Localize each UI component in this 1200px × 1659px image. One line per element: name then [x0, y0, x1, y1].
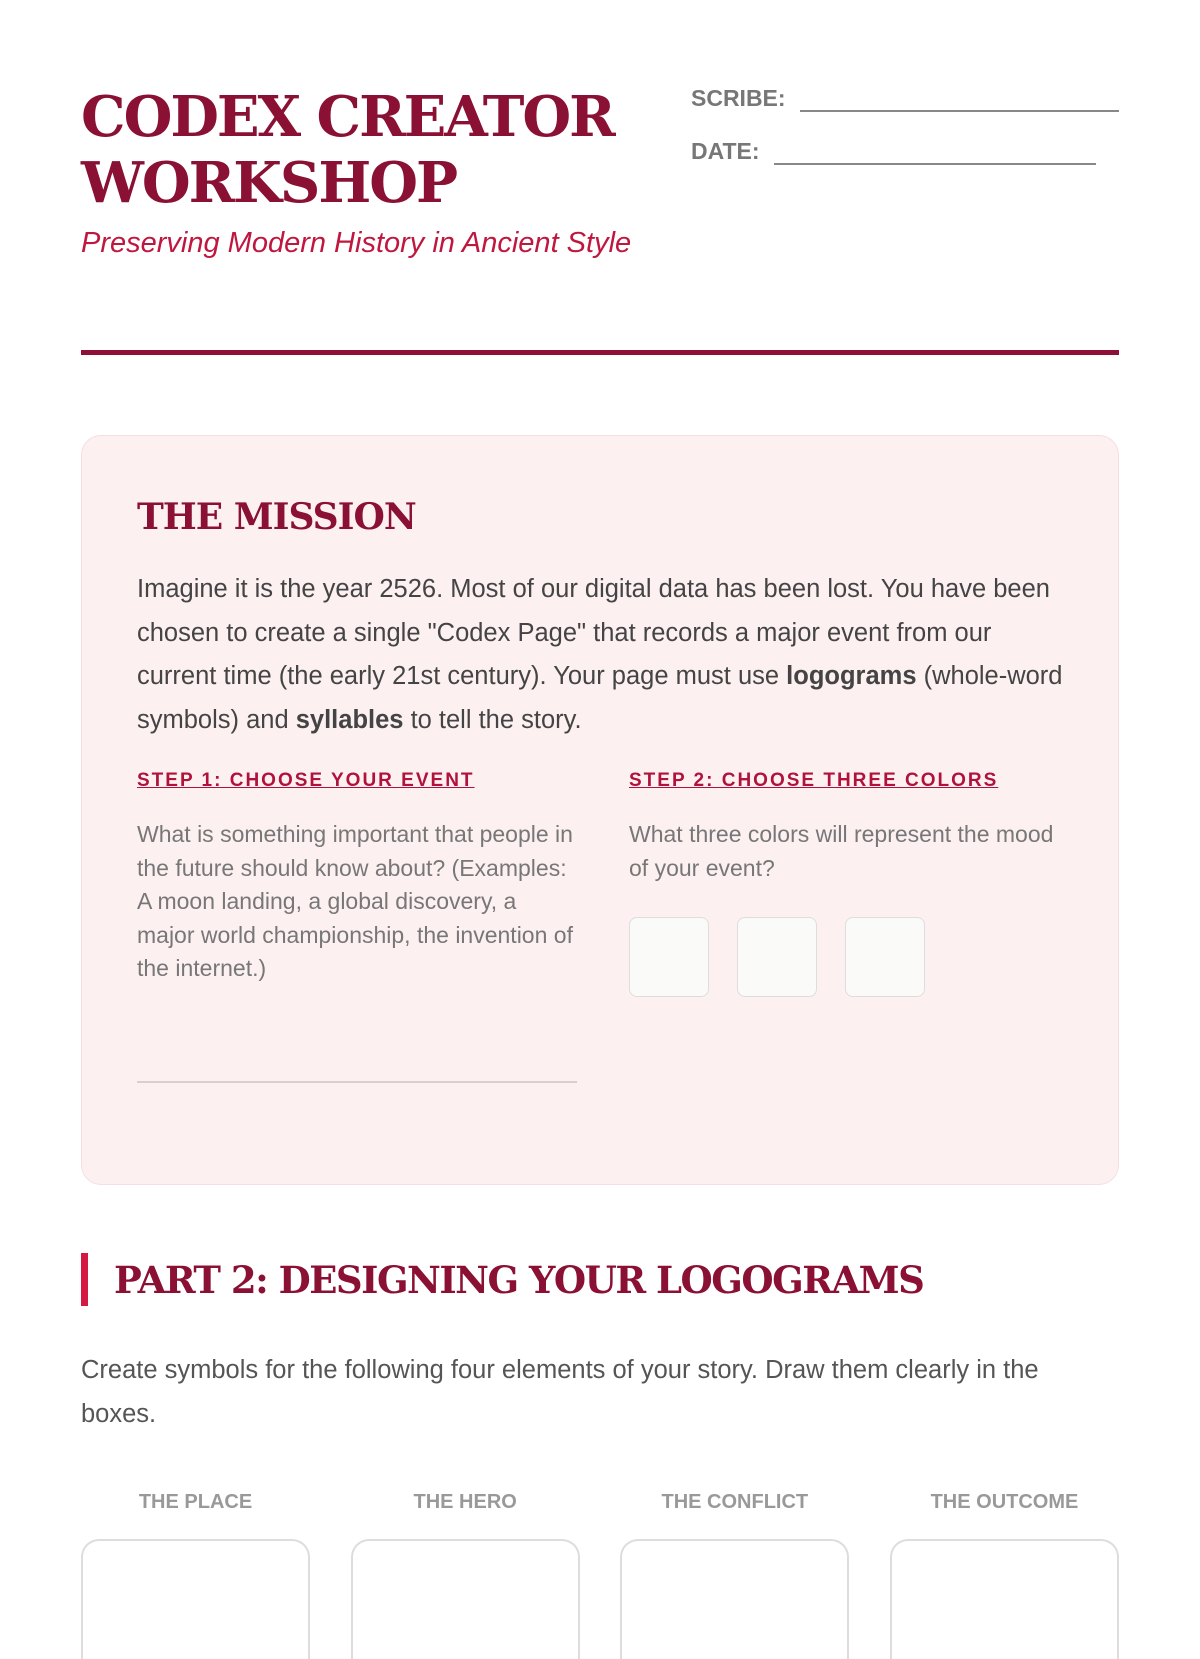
card-label: THE CONFLICT — [661, 1491, 809, 1513]
card-label: THE HERO — [413, 1491, 517, 1513]
color-swatch-1[interactable] — [629, 917, 709, 997]
drawing-box[interactable] — [351, 1539, 580, 1659]
card-place — [81, 1491, 310, 1659]
step-2-title: STEP 2: CHOOSE THREE COLORS — [629, 770, 999, 791]
steps — [137, 770, 1063, 1083]
step-1-text: What is something important that people in the future should know about? (Examples: A moon landing, a global discovery, a major world championship, the invention of the internet.) — [137, 821, 573, 981]
drawing-box[interactable] — [890, 1539, 1119, 1659]
meta-fields — [691, 84, 1119, 350]
title-block — [81, 84, 691, 350]
part2-heading — [81, 1253, 1119, 1306]
event-answer-line[interactable] — [137, 1081, 577, 1083]
drawing-box[interactable] — [81, 1539, 310, 1659]
intro-bold-syllables: syllables — [295, 705, 404, 734]
step-1-title: STEP 1: CHOOSE YOUR EVENT — [137, 770, 475, 791]
date-field — [691, 137, 1119, 165]
card-label: THE PLACE — [138, 1491, 253, 1513]
intro-text: (whole-word symbols) and — [137, 662, 1063, 734]
intro-bold-logograms: logograms — [786, 662, 917, 690]
step-2-text: What three colors will represent the mood of your event? — [629, 821, 1054, 881]
card-outcome — [890, 1491, 1119, 1659]
card-hero — [351, 1491, 580, 1659]
scribe-input-line[interactable] — [800, 84, 1119, 112]
card-label: THE OUTCOME — [930, 1491, 1079, 1513]
color-swatch-3[interactable] — [845, 917, 925, 997]
page-subtitle: Preserving Modern History in Ancient Style — [81, 227, 632, 259]
date-input-line[interactable] — [774, 137, 1096, 165]
part2-title: PART 2: DESIGNING YOUR LOGOGRAMS — [114, 1257, 924, 1302]
intro-text: Imagine it is the year 2526. Most of our digital data has been lost. You have been chosen to create a single "Codex Page" that records a major event from our current time (the early 21st century). Your page must use — [137, 575, 1050, 690]
mission-intro — [137, 568, 1063, 742]
color-swatches — [629, 917, 1063, 997]
card-conflict — [620, 1491, 849, 1659]
logogram-cards — [81, 1491, 1119, 1659]
step-2 — [629, 770, 1063, 1083]
scribe-label: SCRIBE: — [691, 85, 786, 111]
mission-title: THE MISSION — [137, 496, 416, 538]
scribe-field — [691, 84, 1119, 112]
page-title: CODEX CREATOR WORKSHOP — [81, 84, 614, 216]
part2-description: Create symbols for the following four elements of your story. Draw them clearly in the boxes. — [81, 1356, 1039, 1428]
color-swatch-2[interactable] — [737, 917, 817, 997]
intro-text: to tell the story. — [403, 705, 582, 734]
date-label: DATE: — [691, 138, 760, 164]
drawing-box[interactable] — [620, 1539, 849, 1659]
step-1 — [137, 770, 577, 1083]
header — [81, 0, 1119, 355]
mission-panel — [81, 435, 1119, 1185]
